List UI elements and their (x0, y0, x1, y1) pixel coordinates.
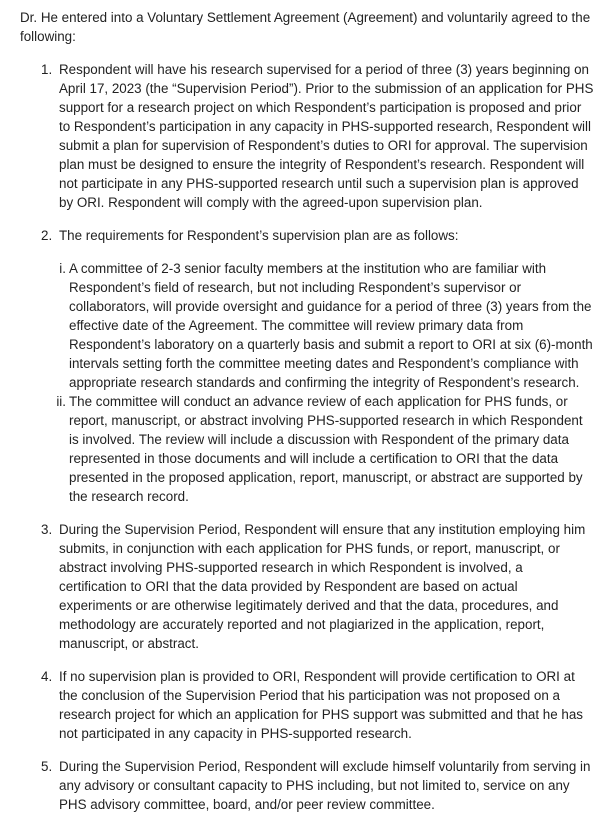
item-number: 5. (41, 759, 53, 774)
item-number: 4. (41, 669, 53, 684)
list-item-3 (41, 520, 594, 653)
item-number: 1. (41, 62, 53, 77)
item-text: During the Supervision Period, Respondent will exclude himself voluntarily from serving in any advisory or consultant capacity to PHS including, but not limited to, service on any PHS advisory committee, board, and/or peer review committee. (59, 759, 591, 812)
list-item-1 (41, 60, 594, 212)
list-item-5 (41, 757, 594, 814)
item-text: The requirements for Respondent’s supervision plan are as follows: (59, 228, 459, 243)
sub-item-number: i. (59, 261, 66, 276)
sub-item-text: A committee of 2-3 senior faculty members at the institution who are familiar with Respondent’s field of research, but not including Respondent’s supervisor or collaborators, will provide oversight and guidance for a period of three (3) years from the effective date of the Agreement. The committee will review primary data from Respondent’s laboratory on a quarterly basis and submit a report to ORI at six (6)-month intervals setting forth the committee meeting dates and Respondent’s compliance with appropriate research standards and confirming the integrity of Respondent’s research. (69, 261, 593, 390)
sub-item-text: The committee will conduct an advance review of each application for PHS funds, or report, manuscript, or abstract involving PHS-supported research in which Respondent is involved. The review will include a discussion with Respondent of the primary data represented in those documents and will include a certification to ORI that the data presented in the proposed application, report, manuscript, or abstract are supported by the research record. (69, 394, 583, 504)
item-number: 2. (41, 228, 53, 243)
sub-item-ii (56, 392, 594, 506)
intro-paragraph: Dr. He entered into a Voluntary Settlement Agreement (Agreement) and voluntarily agreed to the following: (20, 10, 591, 44)
list-item-4 (41, 667, 594, 743)
item-number: 3. (41, 522, 53, 537)
item-text: If no supervision plan is provided to ORI, Respondent will provide certification to ORI at the conclusion of the Supervision Period that his participation was not proposed on a research project for which an application for PHS support was submitted and that he has not participated in any capacity in PHS-supported research. (59, 669, 584, 741)
sub-item-i (59, 259, 594, 392)
supervision-requirements-list (56, 259, 594, 506)
list-item-2 (41, 226, 594, 506)
sub-item-number: ii. (56, 394, 66, 409)
item-text: Respondent will have his research supervised for a period of three (3) years beginning on April 17, 2023 (the “Supervision Period”). Prior to the submission of an application for PHS support for a research project on which Respondent’s participation is proposed and prior to Respondent’s participation in any capacity in PHS-supported research, Respondent will submit a plan for supervision of Respondent’s duties to ORI for approval. The supervision plan must be designed to ensure the integrity of Respondent’s research. Respondent will not participate in any PHS-supported research until such a supervision plan is approved by ORI. Respondent will comply with the agreed-upon supervision plan. (59, 62, 594, 210)
item-text: During the Supervision Period, Respondent will ensure that any institution employing him submits, in conjunction with each application for PHS funds, or report, manuscript, or abstract involving PHS-supported research in which Respondent is involved, a certification to ORI that the data provided by Respondent are based on actual experiments or are otherwise legitimately derived and that the data, procedures, and methodology are accurately reported and not plagiarized in the application, report, manuscript, or abstract. (59, 522, 586, 651)
agreement-list (20, 60, 594, 814)
